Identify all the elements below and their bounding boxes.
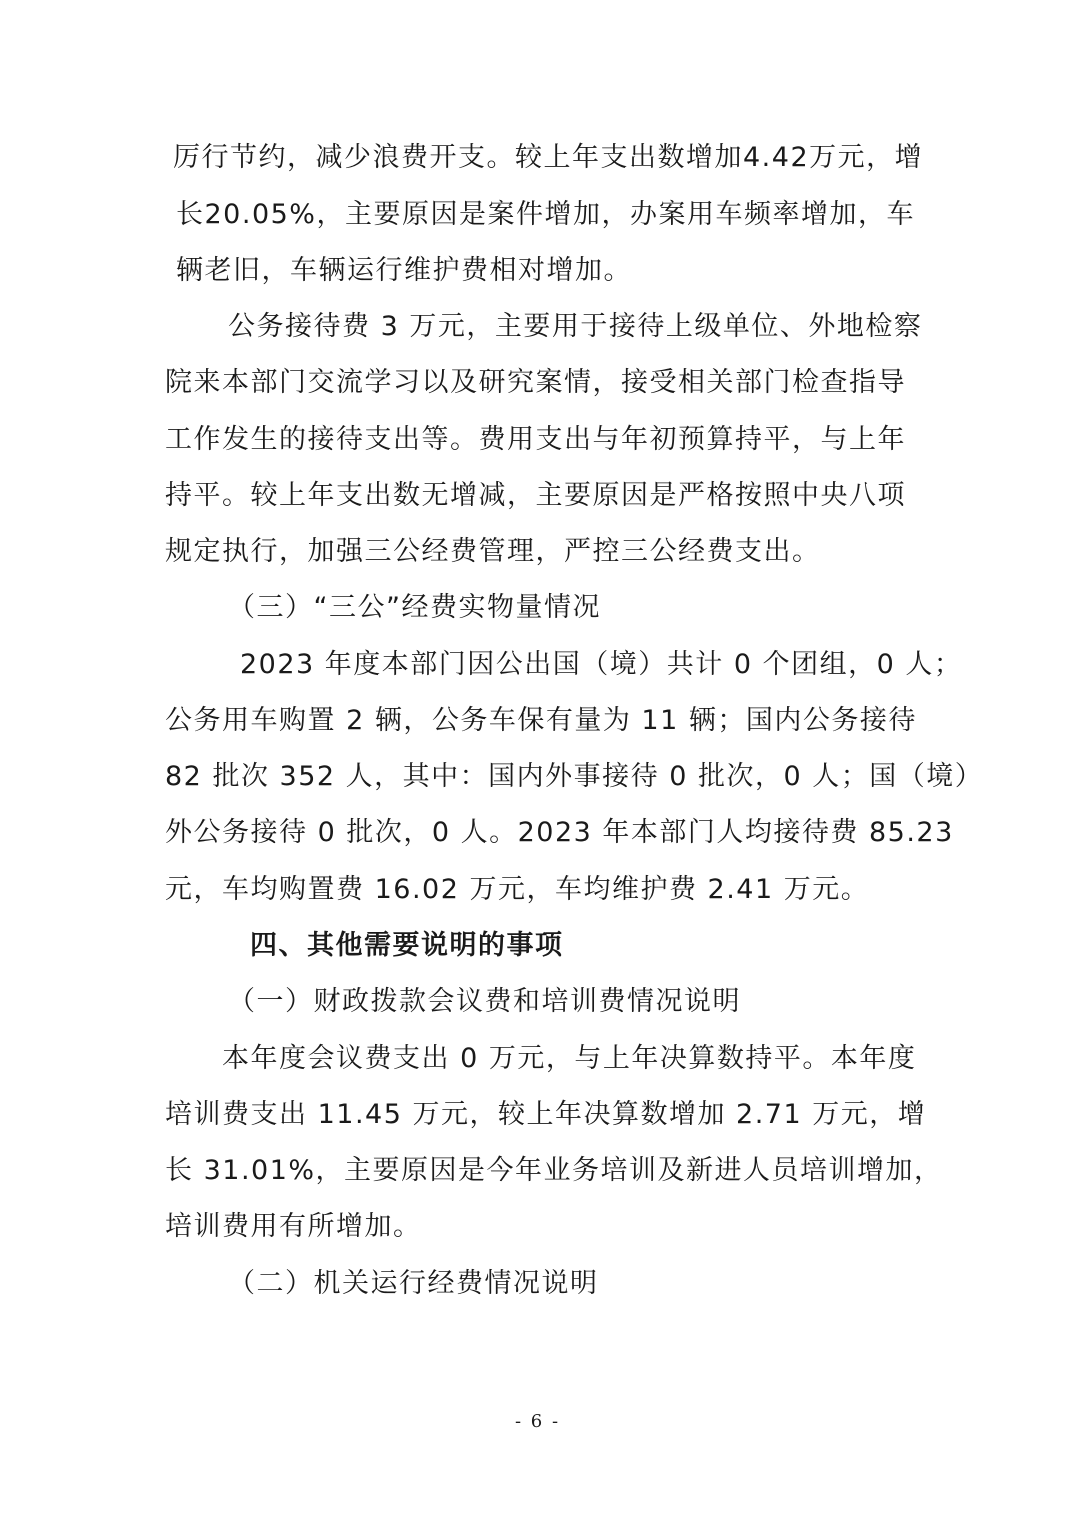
- text-line: 长 31.01%，主要原因是今年业务培训及新进人员培训增加，: [165, 1155, 943, 1186]
- text-line: 持平。较上年支出数无增减，主要原因是严格按照中央八项: [165, 480, 906, 511]
- page-number: - 6 -: [514, 1411, 561, 1432]
- text-line: 院来本部门交流学习以及研究案情，接受相关部门检查指导: [165, 367, 906, 398]
- text-line: 工作发生的接待支出等。费用支出与年初预算持平，与上年: [165, 424, 906, 455]
- text-line: 辆老旧，车辆运行维护费相对增加。: [176, 255, 632, 286]
- text-line: 培训费支出 11.45 万元，较上年决算数增加 2.71 万元，增: [165, 1099, 927, 1130]
- text-line: 长20.05%，主要原因是案件增加，办案用车频率增加，车: [176, 199, 915, 230]
- text-line: 规定执行，加强三公经费管理，严控三公经费支出。: [165, 536, 821, 567]
- text-line: 公务用车购置 2 辆，公务车保有量为 11 辆；国内公务接待: [165, 705, 917, 736]
- chapter-heading: 四、其他需要说明的事项: [250, 930, 564, 961]
- text-line: 元，车均购置费 16.02 万元，车均维护费 2.41 万元。: [165, 874, 870, 905]
- section-heading: （一）财政拨款会议费和培训费情况说明: [228, 986, 741, 1017]
- text-line: 公务接待费 3 万元，主要用于接待上级单位、外地检察: [228, 311, 923, 342]
- text-line: 2023 年度本部门因公出国（境）共计 0 个团组，0 人；: [240, 649, 963, 680]
- section-heading: （三）“三公”经费实物量情况: [228, 592, 601, 623]
- text-line: 82 批次 352 人，其中：国内外事接待 0 批次，0 人；国（境）: [165, 761, 984, 792]
- text-line: 外公务接待 0 批次，0 人。2023 年本部门人均接待费 85.23: [165, 817, 954, 848]
- text-line: 培训费用有所增加。: [165, 1211, 422, 1242]
- section-heading: （二）机关运行经费情况说明: [228, 1268, 599, 1299]
- text-line: 厉行节约，减少浪费开支。较上年支出数增加4.42万元，增: [173, 142, 924, 173]
- text-line: 本年度会议费支出 0 万元，与上年决算数持平。本年度: [222, 1043, 917, 1074]
